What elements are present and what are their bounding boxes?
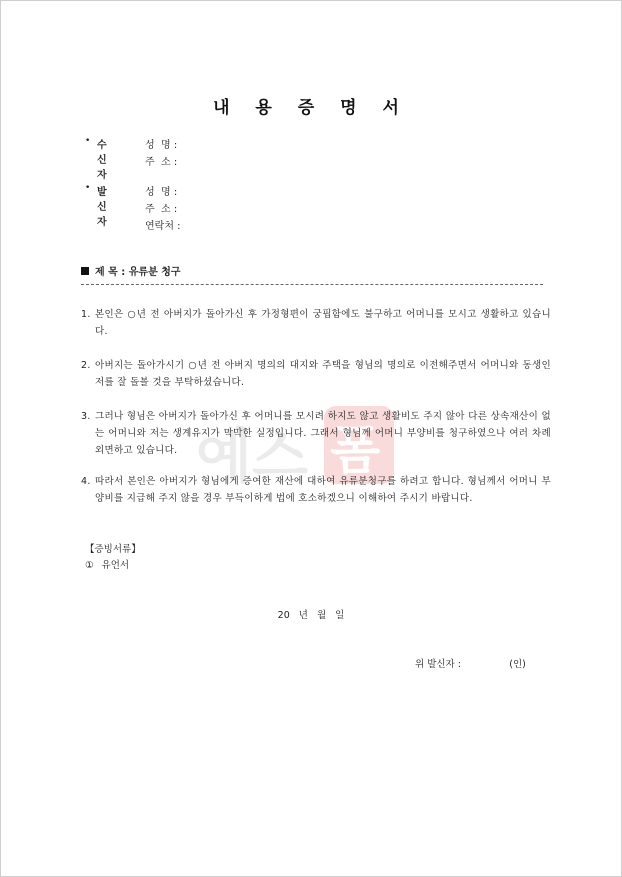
recipient-address-label: 주 소 :	[145, 157, 178, 168]
sender-label: 발신자	[97, 187, 107, 228]
sender-address-label: 주 소 :	[145, 204, 178, 215]
sender-bullet: •	[85, 183, 91, 193]
svg-text:폼: 폼	[330, 421, 381, 481]
item-text: 아버지는 돌아가시기 ○년 전 아버지 명의의 대지와 주택을 형님의 명의로 이전해주면서 어머니와 동생인 저를 잘 돌볼 것을 부탁하셨습니다.	[95, 360, 551, 388]
recipient-bullet: •	[85, 136, 91, 146]
evidence-item	[85, 557, 129, 571]
content-item-3	[81, 408, 551, 459]
document-title: 내 용 증 명 서	[213, 98, 409, 118]
sender-contact-label: 연락처 :	[145, 221, 181, 232]
signature-line: 위 발신자 : (인)	[415, 659, 526, 670]
recipient-label: 수신자	[97, 140, 107, 181]
square-bullet-icon	[81, 267, 89, 275]
content-item-1	[81, 306, 551, 340]
item-text: 따라서 본인은 아버지가 형님에게 증여한 재산에 대하여 유류분청구를 하려고 합니다. 형님께서 어머니 부양비를 지급해 주지 않을 경우 부득이하게 법에 호소하겠으니 이해하여 주시기 바랍니다.	[95, 476, 551, 504]
content-item-4	[81, 473, 551, 507]
item-number: 1.	[81, 309, 91, 320]
date-line: 20 년 월 일	[277, 610, 345, 621]
content-item-2	[81, 357, 551, 391]
item-number: 3.	[81, 411, 91, 422]
svg-text:예스: 예스	[196, 422, 309, 490]
item-text: 본인은 ○년 전 아버지가 돌아가신 후 가정형편이 궁핍함에도 불구하고 어머니를 모시고 생활하고 있습니다.	[95, 309, 551, 337]
dashed-divider	[81, 284, 543, 285]
item-number: 2.	[81, 360, 91, 371]
evidence-item-text: 유언서	[101, 560, 130, 571]
item-number: 4.	[81, 476, 91, 487]
item-text: 그러나 형님은 아버지가 돌아가신 후 어머니를 모시려 하지도 않고 생활비도 주지 않아 다른 상속재산이 없는 어머니와 저는 생계유지가 막막한 실정입니다. 그래서 형님께 어머니 부양비를 청구하였으나 여러 차례 외면하고 있습니다.	[95, 411, 551, 456]
subject-text: 제 목 : 유류분 청구	[95, 267, 181, 278]
circled-number: ①	[85, 560, 94, 571]
sender-name-label: 성 명 :	[145, 187, 178, 198]
evidence-heading: 【증빙서류】	[85, 544, 141, 555]
recipient-name-label: 성 명 :	[145, 140, 178, 151]
subject-line	[81, 263, 181, 278]
